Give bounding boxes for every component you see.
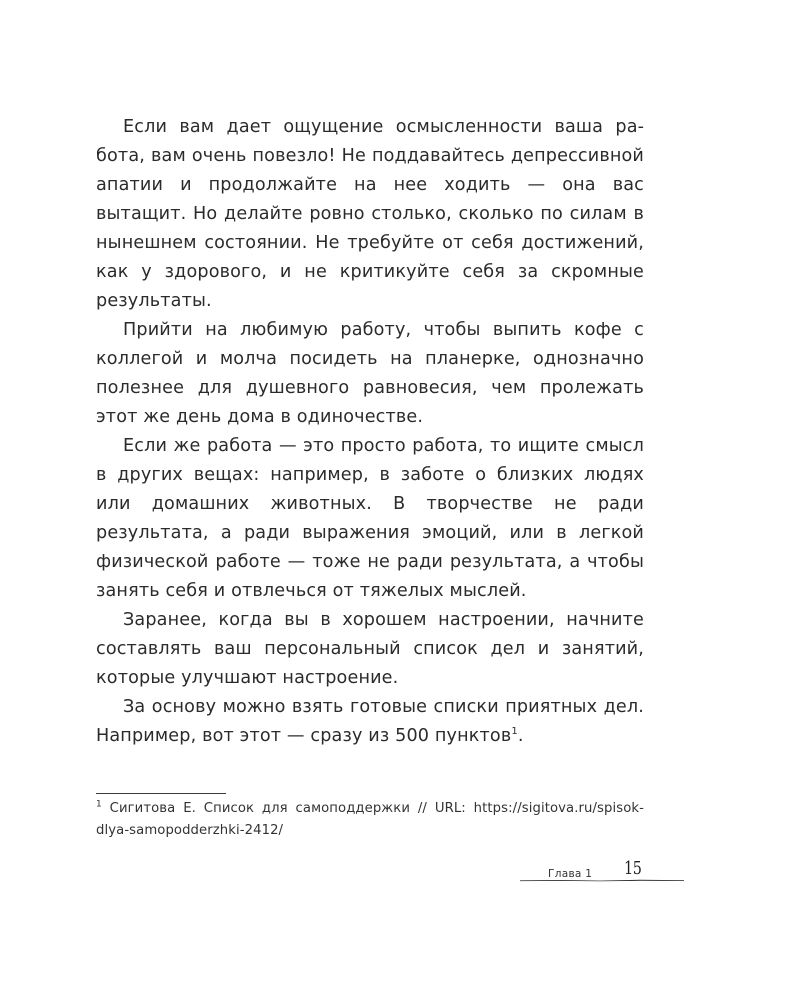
body-text <box>96 113 644 751</box>
footnote-reference: 1 <box>511 726 518 738</box>
paragraph-1: Если вам дает ощущение осмысленности ваша работа, вам очень повезло! Не поддавайтесь депрессивной апатии и продолжайте на нее ходить — она вас вытащит. Но делайте ровно столько, сколько по силам в нынешнем состоянии. Не требуйте от себя достижений, как у здорового, и не критикуйте себя за скромные результаты. <box>96 117 644 311</box>
paragraph-5: За основу можно взять готовые списки приятных дел. Например, вот этот — сразу из 500 пунктов$^1$. <box>96 697 644 746</box>
footnote-mark: 1 <box>96 799 102 810</box>
paragraph-4: Заранее, когда вы в хорошем настроении, начните составлять ваш персональный список дел и занятий, которые улучшают настроение. <box>96 610 644 688</box>
chapter-label: Глава 1 <box>548 868 593 880</box>
paragraph-3: Если же работа — это просто работа, то ищите смысл в других вещах: например, в заботе о близких людях или домашних животных. В творчестве не ради результата, а ради выражения эмоций, или в легкой физической работе — тоже не ради результата, а чтобы занять себя и отвлечься от тяжелых мыслей. <box>96 436 644 601</box>
footer-brush-rule <box>520 878 684 882</box>
page-number: 15 <box>624 858 642 879</box>
running-footer <box>520 856 690 890</box>
paragraph-2: Прийти на любимую работу, чтобы выпить кофе с коллегой и молча посидеть на планерке, однозначно полезнее для душевного равновесия, чем пролежать этот же день дома в одиночестве. <box>96 320 644 427</box>
footnote <box>96 798 644 842</box>
footnote-text: Сигитова Е. Список для самоподдержки // URL: https://sigitova.ru/spisok-dlya-samopodderzhki-2412/ <box>96 801 644 838</box>
footnote-separator <box>96 793 226 794</box>
paragraph-5-text: За основу можно взять готовые списки приятных дел. Например, вот этот — сразу из 500 пунктов <box>96 697 644 746</box>
